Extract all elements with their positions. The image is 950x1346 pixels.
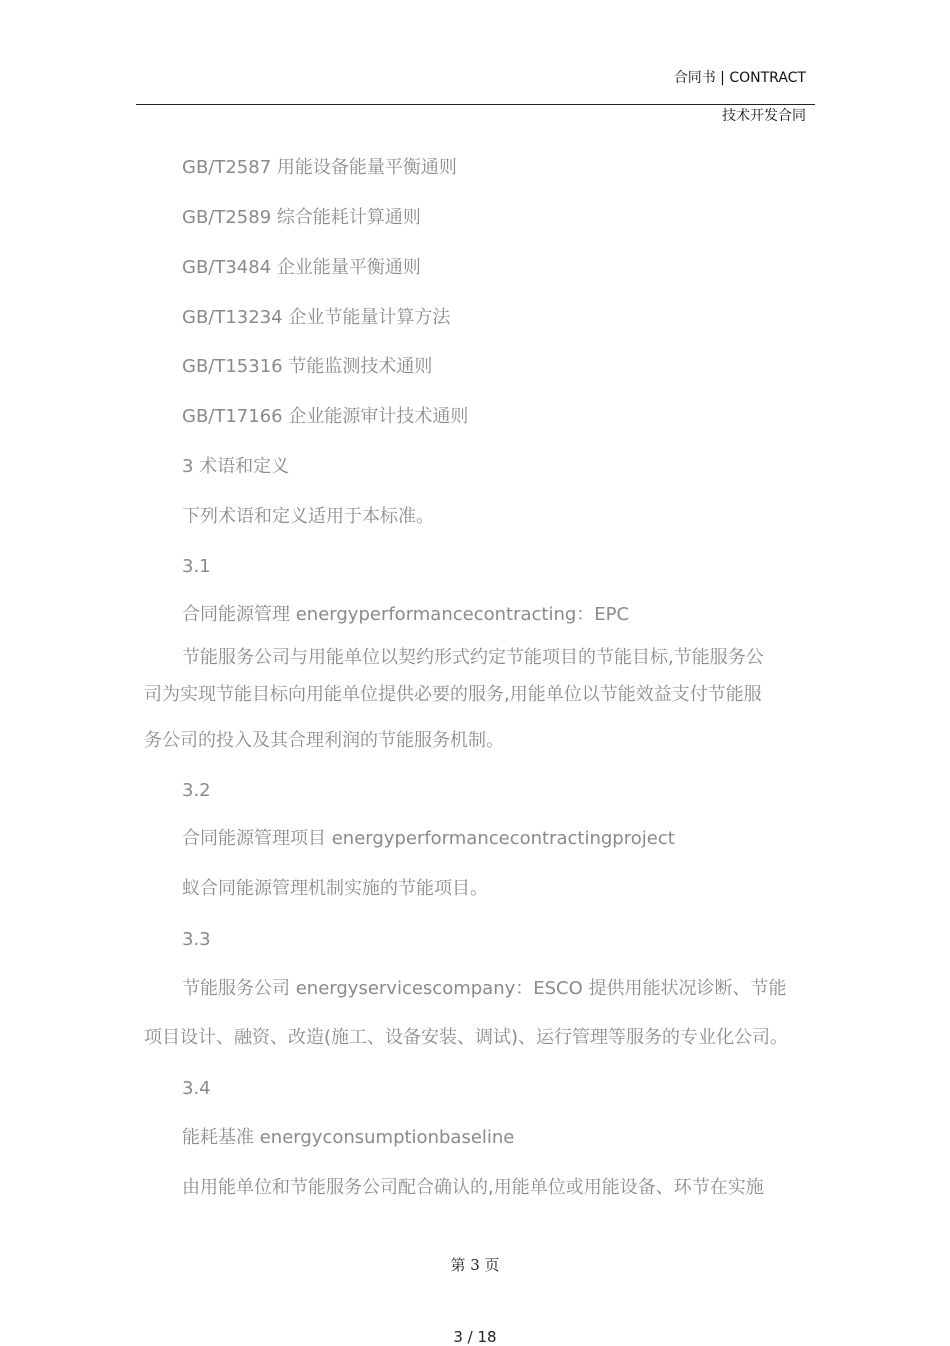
standard-reference: GB/T2589 综合能耗计算通则: [182, 207, 421, 228]
page-number: 第 3 页: [450, 1256, 500, 1274]
standard-reference: GB/T15316 节能监测技术通则: [182, 356, 433, 377]
paragraph-line: 由用能单位和节能服务公司配合确认的,用能单位或用能设备、环节在实施: [182, 1177, 764, 1198]
paragraph-line: 司为实现节能目标向用能单位提供必要的服务,用能单位以节能效益支付节能服: [144, 684, 762, 705]
term-heading: 合同能源管理 energyperformancecontracting：EPC: [182, 604, 630, 625]
standard-reference: GB/T3484 企业能量平衡通则: [182, 257, 421, 278]
paragraph-line: 蚁合同能源管理机制实施的节能项目。: [182, 878, 488, 899]
clause-number: 3.3: [182, 929, 211, 950]
header-divider: [136, 104, 815, 105]
section-heading: 3 术语和定义: [182, 456, 290, 477]
paragraph-line: 务公司的投入及其合理利润的节能服务机制。: [144, 730, 504, 751]
standard-reference: GB/T17166 企业能源审计技术通则: [182, 406, 469, 427]
term-heading: 节能服务公司 energyservicescompany：ESCO 提供用能状况诊断、节能: [182, 978, 787, 999]
header-subtitle: 技术开发合同: [722, 108, 806, 124]
term-heading: 能耗基准 energyconsumptionbaseline: [182, 1127, 515, 1148]
page-counter: 3 / 18: [453, 1328, 497, 1346]
clause-number: 3.4: [182, 1078, 211, 1099]
clause-number: 3.2: [182, 780, 211, 801]
paragraph-line: 下列术语和定义适用于本标准。: [182, 506, 434, 527]
clause-number: 3.1: [182, 556, 211, 577]
paragraph-line: 节能服务公司与用能单位以契约形式约定节能项目的节能目标,节能服务公: [182, 647, 764, 668]
paragraph-line: 项目设计、融资、改造(施工、设备安装、调试)、运行管理等服务的专业化公司。: [144, 1027, 789, 1048]
term-heading: 合同能源管理项目 energyperformancecontractingproject: [182, 828, 675, 849]
header-title: 合同书 | CONTRACT: [673, 70, 806, 86]
standard-reference: GB/T13234 企业节能量计算方法: [182, 307, 451, 328]
standard-reference: GB/T2587 用能设备能量平衡通则: [182, 157, 457, 178]
